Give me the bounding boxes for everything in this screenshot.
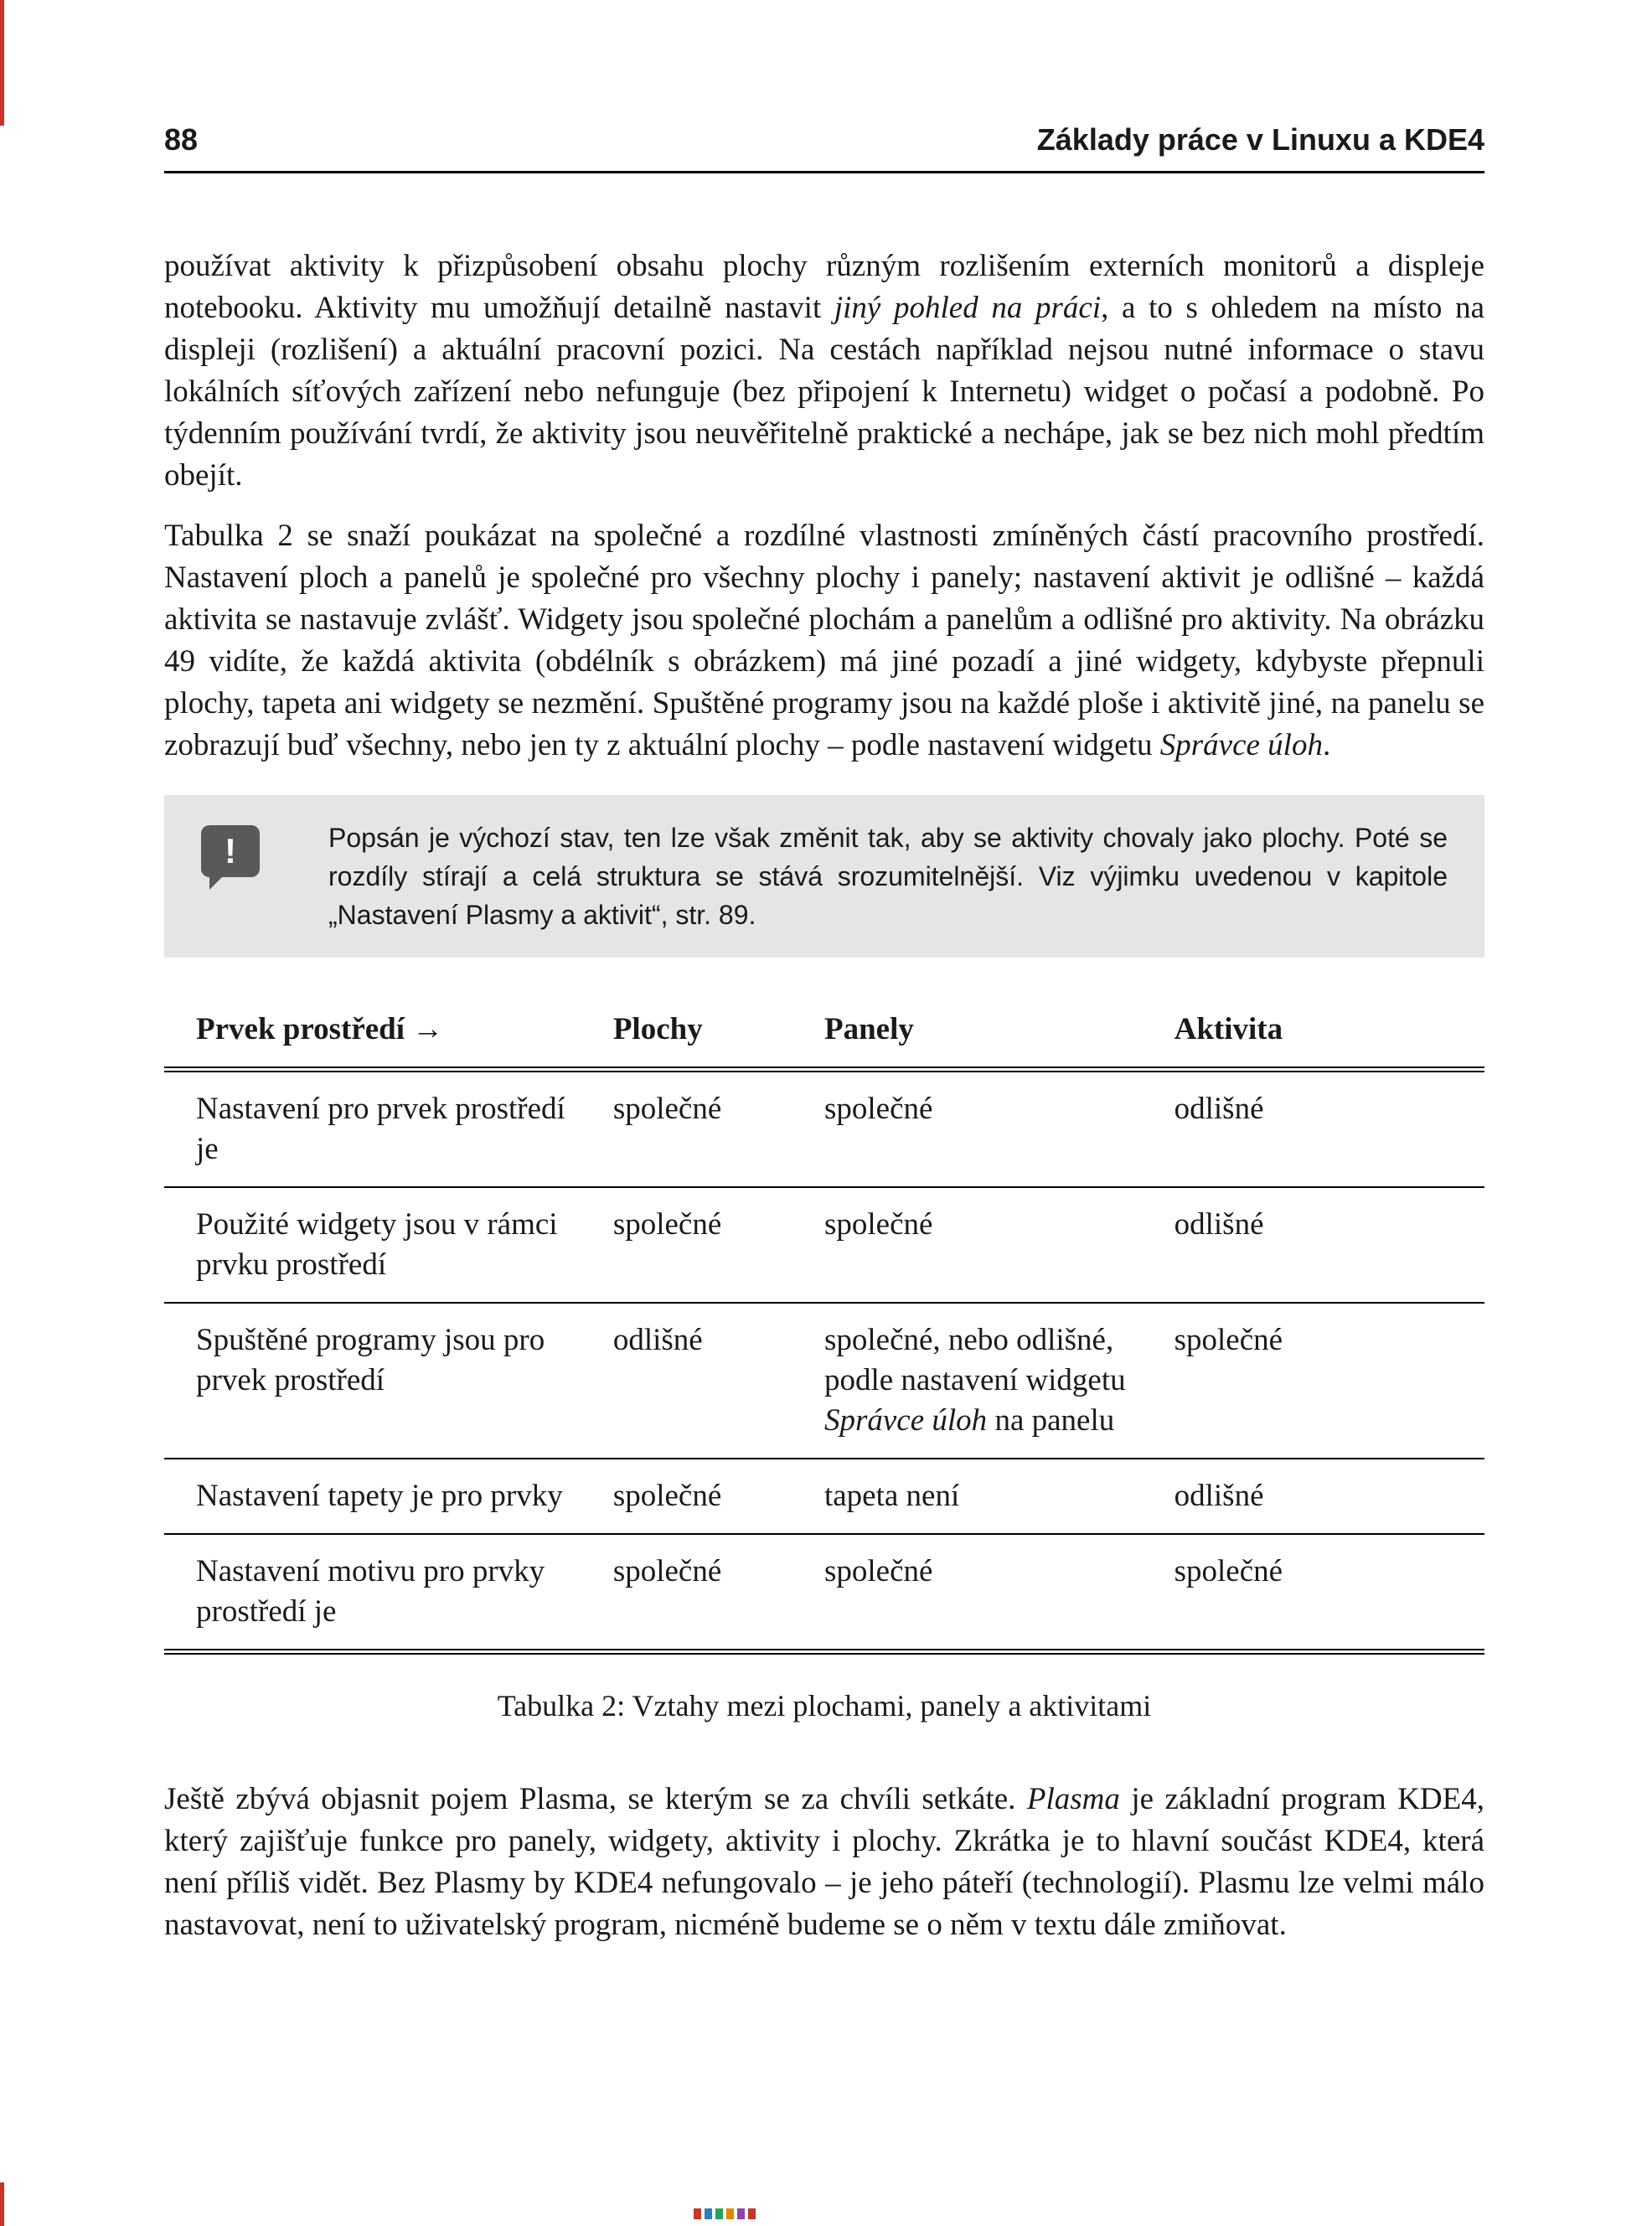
column-header-prvek: Prvek prostředí →: [164, 1010, 613, 1070]
table-row: [164, 1459, 1484, 1534]
table-cell: společné: [613, 1187, 824, 1303]
table-cell: společné: [613, 1534, 824, 1652]
column-header-panely: Panely: [824, 1010, 1174, 1070]
table-cell: odlišné: [613, 1303, 824, 1459]
paragraph-activities: používat aktivity k přizpůsobení obsahu plochy různým rozlišením externích monitorů a displeje notebooku. Aktivity mu umožňují detailně nastavit jiný pohled na práci, a to s ohledem na místo na displeji (rozlišení) a aktuální pracovní pozici. Na cestách například nejsou nutné informace o stavu lokálních síťových zařízení nebo nefunguje (bez připojení k Internetu) widget o počasí a podobně. Po týdenním používání tvrdí, že aktivity jsou neuvěřitelně praktické a nechápe, jak se bez nich mohl předtím obejít.: [164, 249, 1484, 493]
table-cell: Nastavení motivu pro prvky prostředí je: [164, 1534, 613, 1652]
table-body: [164, 1070, 1484, 1652]
table-cell: odlišné: [1174, 1459, 1484, 1534]
page-number: 88: [164, 122, 199, 157]
paragraph-plasma: Ještě zbývá objasnit pojem Plasma, se kterým se za chvíli setkáte. Plasma je základní program KDE4, který zajišťuje funkce pro panely, widgety, aktivity i plochy. Zkrátka je to hlavní součást KDE4, která není příliš vidět. Bez Plasmy by KDE4 nefungovalo – je jeho páteří (technologií). Plasmu lze velmi málo nastavovat, není to uživatelský program, nicméně budeme se o něm v textu dále zmiňovat.: [164, 1782, 1484, 1942]
table-cell: společné: [613, 1459, 824, 1534]
column-header-plochy: Plochy: [613, 1010, 824, 1070]
table-cell: odlišné: [1174, 1070, 1484, 1188]
paragraph-table-intro: Tabulka 2 se snaží poukázat na společné a rozdílné vlastnosti zmíněných částí pracovního prostředí. Nastavení ploch a panelů je společné pro všechny plochy i panely; nastavení aktivit je odlišné – každá aktivita se nastavuje zvlášť. Widgety jsou společné plochám a panelům a odlišné pro aktivity. Na obrázku 49 vidíte, že každá aktivita (obdélník s obrázkem) má jiné pozadí a jiné widgety, kdybyste přepnuli plochy, tapeta ani widgety se nezmění. Spuštěné programy jsou na každé ploše i aktivitě jiné, na panelu se zobrazují buď všechny, nebo jen ty z aktuální plochy – podle nastavení widgetu Správce úloh.: [164, 519, 1484, 762]
chapter-title: Základy práce v Linuxu a KDE4: [1036, 122, 1484, 157]
table-cell: společné, nebo odlišné, podle nastavení widgetu Správce úloh na panelu: [824, 1303, 1174, 1459]
scan-artifact-bottom: [0, 2182, 4, 2226]
table-cell: Spuštěné programy jsou pro prvek prostředí: [164, 1303, 613, 1459]
print-marks: [694, 2208, 756, 2219]
scan-artifact-top: [0, 0, 4, 126]
table-row: [164, 1187, 1484, 1303]
relations-table: [164, 1010, 1484, 1655]
exclamation-glyph: !: [225, 831, 236, 870]
table-cell: odlišné: [1174, 1187, 1484, 1303]
table-head: [164, 1010, 1484, 1070]
exclamation-bubble-icon: [201, 825, 260, 877]
table-cell: tapeta není: [824, 1459, 1174, 1534]
table-cell: Nastavení pro prvek prostředí je: [164, 1070, 613, 1188]
table-row: [164, 1303, 1484, 1459]
table-header-row: [164, 1010, 1484, 1070]
table-cell: Nastavení tapety je pro prvky: [164, 1459, 613, 1534]
table-cell: společné: [824, 1070, 1174, 1188]
page-header: [164, 122, 1484, 158]
table-caption: Tabulka 2: Vztahy mezi plochami, panely a aktivitami: [497, 1689, 1152, 1722]
column-header-aktivita: Aktivita: [1174, 1010, 1484, 1070]
note-text: Popsán je výchozí stav, ten lze však změnit tak, aby se aktivity chovaly jako plochy. Poté se rozdíly stírají a celá struktura se stává srozumitelnější. Viz výjimku uvedenou v kapitole „Nastavení Plasmy a aktivit“, str. 89.: [328, 823, 1448, 930]
table-row: [164, 1070, 1484, 1188]
note-box: [164, 795, 1484, 958]
table-cell: společné: [824, 1534, 1174, 1652]
header-rule: [164, 171, 1484, 173]
table-cell: společné: [613, 1070, 824, 1188]
table-row: [164, 1534, 1484, 1652]
table-cell: společné: [1174, 1303, 1484, 1459]
page-body: [164, 245, 1484, 1946]
table-cell: společné: [1174, 1534, 1484, 1652]
table-cell: společné: [824, 1187, 1174, 1303]
table-cell: Použité widgety jsou v rámci prvku prostředí: [164, 1187, 613, 1303]
